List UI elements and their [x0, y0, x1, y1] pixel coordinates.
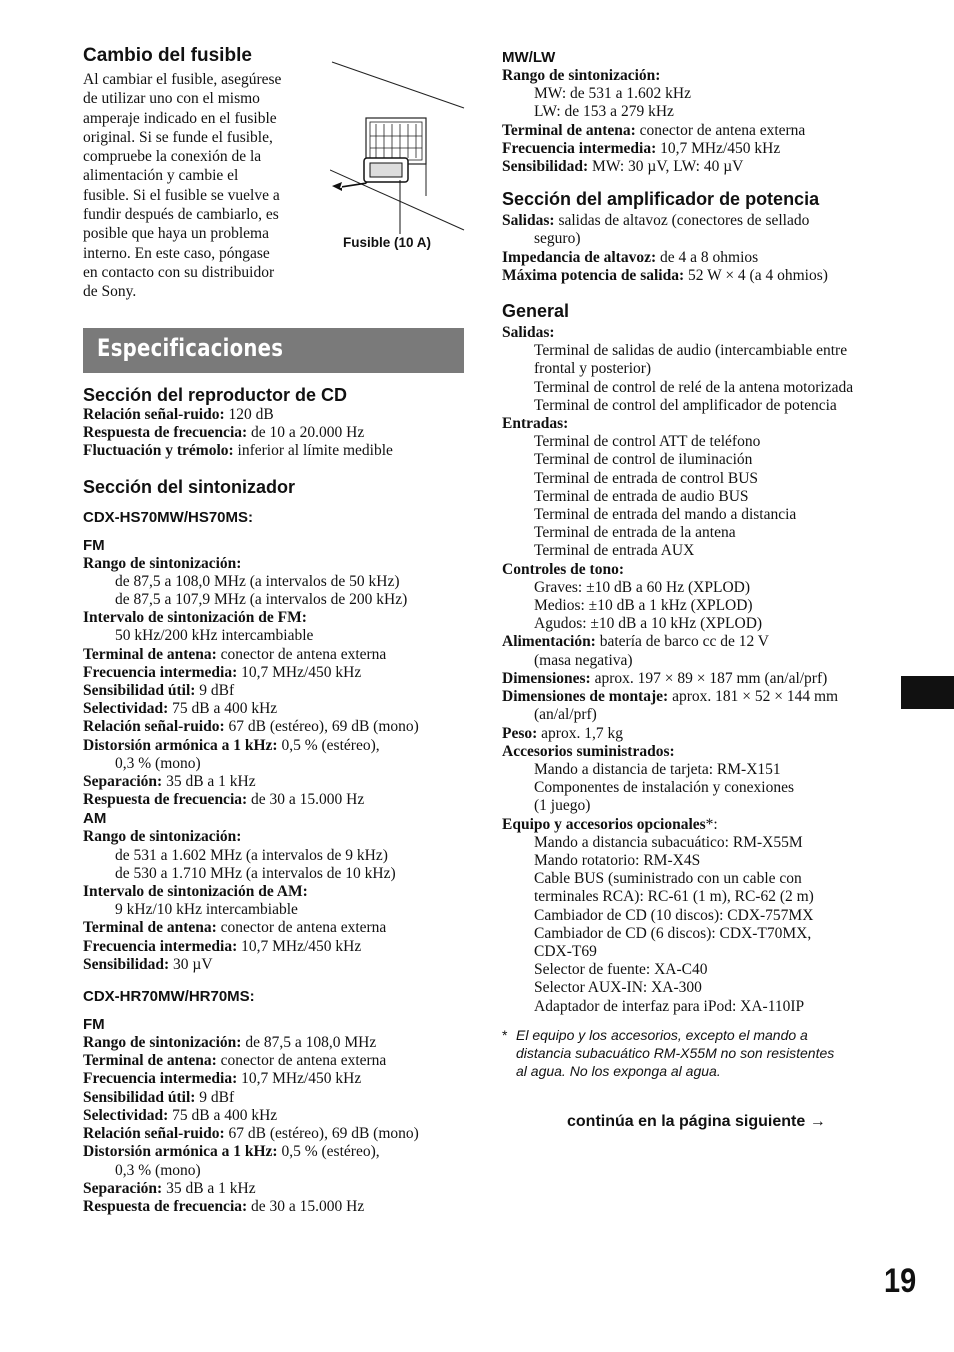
spec-value: 52 W × 4 (a 4 ohmios): [684, 266, 828, 284]
spec-label: Terminal de antena:: [83, 1052, 217, 1070]
spec-value: de 87,5 a 107,9 MHz (a intervalos de 200 kHz): [115, 591, 408, 609]
spec-label: Frecuencia intermedia:: [502, 139, 657, 157]
spec-row: [83, 406, 463, 424]
spec-value: Terminal de entrada de audio BUS: [534, 487, 749, 505]
spec-value: Mando rotatorio: RM-X4S: [534, 851, 701, 869]
fuse-illustration: [330, 58, 466, 258]
section-tab: [901, 676, 954, 709]
spec-label: Máxima potencia de salida:: [502, 266, 685, 284]
spec-value: Mando a distancia subacuático: RM-X55M: [534, 833, 803, 851]
spec-label: Separación:: [83, 1179, 163, 1197]
spec-label: Respuesta de frecuencia:: [83, 791, 248, 809]
spec-value: 10,7 MHz/450 kHz: [656, 139, 781, 157]
spec-label: Sensibilidad útil:: [83, 1088, 196, 1106]
fuse-line: compruebe la conexión de la: [83, 148, 262, 166]
am-band-heading: AM: [83, 810, 107, 828]
fm-band-heading: FM: [83, 536, 105, 554]
spec-value: aprox. 197 × 89 × 187 mm (an/al/prf): [590, 669, 828, 687]
spec-row: [83, 442, 463, 460]
spec-label: Alimentación:: [502, 633, 596, 651]
spec-value: aprox. 1,7 kg: [537, 724, 623, 742]
spec-label: Respuesta de frecuencia:: [83, 1197, 248, 1215]
fm-band-heading: FM: [83, 1016, 105, 1034]
model-heading: CDX-HR70MW/HR70MS:: [83, 988, 255, 1006]
spec-value: Terminal de control de iluminación: [534, 451, 753, 469]
spec-label: Rango de sintonización:: [502, 67, 661, 84]
spec-label: Rango de sintonización:: [83, 1034, 242, 1052]
spec-value: Mando a distancia de tarjeta: RM-X151: [534, 760, 781, 778]
spec-value: de 531 a 1.602 MHz (a intervalos de 9 kHz): [115, 846, 388, 864]
spec-value: de 87,5 a 108,0 MHz: [241, 1034, 377, 1052]
am1-specs: [83, 828, 463, 974]
spec-label: Frecuencia intermedia:: [83, 1070, 238, 1088]
spec-value: (masa negativa): [534, 651, 633, 669]
spec-value: MW: de 531 a 1.602 kHz: [534, 85, 691, 103]
spec-value: conector de antena externa: [216, 1052, 387, 1070]
footnote: [502, 1026, 902, 1081]
spec-value: 10,7 MHz/450 kHz: [237, 937, 362, 955]
spec-label: Impedancia de altavoz:: [502, 248, 657, 266]
spec-value: MW: 30 µV, LW: 40 µV: [588, 158, 744, 176]
spec-label: Fluctuación y trémolo:: [83, 442, 234, 460]
fuse-line: interno. En este caso, póngase: [83, 244, 270, 262]
fuse-paragraph: [83, 70, 315, 302]
spec-value: 0,5 % (estéreo),: [277, 1143, 380, 1161]
spec-value: de 4 a 8 ohmios: [656, 248, 759, 266]
spec-value: Cambiador de CD (10 discos): CDX-757MX: [534, 906, 814, 924]
fuse-caption: Fusible (10 A): [343, 235, 432, 250]
spec-value: batería de barco cc de 12 V: [595, 633, 770, 651]
mwlw-specs: [502, 67, 902, 176]
general-specs: [502, 324, 902, 1016]
spec-label: Equipo y accesorios opcionales: [502, 815, 706, 833]
spec-label: Sensibilidad:: [502, 158, 589, 176]
spec-row: [83, 424, 463, 442]
spec-value: de 10 a 20.000 Hz: [247, 424, 365, 442]
spec-label: Selectividad:: [83, 1106, 169, 1124]
spec-value: terminales RCA): RC-61 (1 m), RC-62 (2 m): [534, 888, 814, 906]
fuse-line: Al cambiar el fusible, asegúrese: [83, 71, 282, 88]
spec-label: Relación señal-ruido:: [83, 1125, 225, 1143]
spec-value: de 530 a 1.710 MHz (a intervalos de 10 kHz): [115, 864, 396, 882]
model-heading: CDX-HS70MW/HS70MS:: [83, 508, 254, 526]
fuse-line: posible que haya un problema: [83, 225, 269, 243]
footnote-line: al agua. No los exponga al agua.: [516, 1063, 721, 1080]
spec-value: conector de antena externa: [216, 645, 387, 663]
spec-label: Distorsión armónica a 1 kHz:: [83, 1143, 278, 1161]
fm1-specs: [83, 555, 463, 810]
fuse-line: en contacto con su distribuidor: [83, 263, 275, 281]
spec-value: Medios: ±10 dB a 1 kHz (XPLOD): [534, 597, 753, 615]
spec-value: conector de antena externa: [635, 121, 806, 139]
spec-label: Peso:: [502, 724, 538, 742]
tuner-heading: Sección del sintonizador: [83, 476, 296, 497]
amp-heading: Sección del amplificador de potencia: [502, 189, 820, 210]
spec-value: (1 juego): [534, 797, 591, 815]
spec-value: Terminal de entrada AUX: [534, 542, 695, 560]
spec-value: Graves: ±10 dB a 60 Hz (XPLOD): [534, 578, 750, 596]
spec-value: 9 kHz/10 kHz intercambiable: [115, 901, 298, 919]
spec-value: 0,3 % (mono): [115, 754, 201, 772]
spec-value: 35 dB a 1 kHz: [162, 773, 256, 791]
spec-value: LW: de 153 a 279 kHz: [534, 103, 674, 121]
continue-next-page: continúa en la página siguiente →: [567, 1113, 826, 1130]
spec-value: 75 dB a 400 kHz: [168, 700, 278, 718]
spec-label: Selectividad:: [83, 700, 169, 718]
spec-value: Agudos: ±10 dB a 10 kHz (XPLOD): [534, 615, 763, 633]
spec-value: Selector AUX-IN: XA-300: [534, 979, 702, 997]
spec-label: Separación:: [83, 773, 163, 791]
spec-label: Intervalo de sintonización de FM:: [83, 609, 307, 627]
spec-value: Terminal de control de relé de la antena motorizada: [534, 378, 854, 396]
footnote-line: El equipo y los accesorios, excepto el mando a: [516, 1026, 808, 1043]
spec-value: 67 dB (estéreo), 69 dB (mono): [224, 1125, 419, 1143]
spec-value: 35 dB a 1 kHz: [162, 1179, 256, 1197]
spec-label: Relación señal-ruido:: [83, 718, 225, 736]
fuse-heading: Cambio del fusible: [83, 45, 252, 66]
spec-value: de 87,5 a 108,0 MHz (a intervalos de 50 kHz): [115, 572, 400, 590]
spec-value: de 30 a 15.000 Hz: [247, 1197, 365, 1215]
spec-value: seguro): [534, 230, 581, 248]
spec-label: Rango de sintonización:: [83, 828, 242, 846]
footnote-ref: *:: [705, 815, 718, 833]
cd-heading: Sección del reproductor de CD: [83, 385, 348, 405]
spec-value: 30 µV: [169, 955, 213, 973]
spec-label: Terminal de antena:: [83, 645, 217, 663]
spec-value: Selector de fuente: XA-C40: [534, 961, 708, 979]
page-number: 19: [884, 1262, 917, 1300]
mwlw-band-heading: MW/LW: [502, 49, 556, 66]
spec-value: 9 dBf: [195, 682, 235, 700]
spec-value: frontal y posterior): [534, 360, 652, 378]
spec-value: Terminal de control ATT de teléfono: [534, 433, 761, 451]
spec-value: Componentes de instalación y conexiones: [534, 779, 794, 797]
spec-value: 0,3 % (mono): [115, 1161, 201, 1179]
spec-value: Cable BUS (suministrado con un cable con: [534, 870, 802, 888]
spec-value: salidas de altavoz (conectores de sellado: [554, 212, 810, 230]
spec-label: Intervalo de sintonización de AM:: [83, 883, 308, 901]
spec-value: Terminal de entrada de la antena: [534, 524, 736, 542]
footnote-line: distancia subacuático RM-X55M no son resistentes: [516, 1044, 835, 1061]
spec-value: 67 dB (estéreo), 69 dB (mono): [224, 718, 419, 736]
general-heading: General: [502, 301, 570, 322]
spec-label: Terminal de antena:: [83, 919, 217, 937]
left-specs: [83, 384, 463, 1216]
right-column: [502, 48, 902, 1080]
spec-value: Terminal de salidas de audio (intercambiable entre: [534, 342, 848, 360]
fuse-line: fusible. Si el fusible se vuelve a: [83, 186, 280, 204]
spec-value: aprox. 181 × 52 × 144 mm: [668, 688, 839, 706]
cd-specs: [83, 406, 463, 461]
spec-value: Terminal de entrada de control BUS: [534, 469, 759, 487]
spec-label: Rango de sintonización:: [83, 554, 242, 572]
spec-label: Relación señal-ruido:: [83, 406, 225, 423]
amp-specs: [502, 212, 902, 285]
specifications-title: Especificaciones: [97, 334, 284, 362]
spec-label: Distorsión armónica a 1 kHz:: [83, 736, 278, 754]
spec-value: inferior al límite medible: [233, 442, 393, 460]
spec-value: (an/al/prf): [534, 706, 597, 724]
fuse-line: alimentación y cambie el: [83, 167, 239, 185]
spec-label: Controles de tono:: [502, 560, 624, 578]
spec-label: Salidas:: [502, 212, 555, 230]
spec-value: conector de antena externa: [216, 919, 387, 937]
spec-label: Sensibilidad útil:: [83, 682, 196, 700]
spec-value: Terminal de entrada del mando a distancia: [534, 506, 797, 524]
spec-label: Dimensiones de montaje:: [502, 688, 669, 706]
spec-value: Terminal de control del amplificador de potencia: [534, 396, 837, 414]
fuse-line: original. Si se funde el fusible,: [83, 128, 273, 146]
spec-label: Accesorios suministrados:: [502, 742, 675, 760]
spec-value: 50 kHz/200 kHz intercambiable: [115, 627, 314, 645]
spec-value: 120 dB: [224, 406, 274, 423]
spec-value: 10,7 MHz/450 kHz: [237, 1070, 362, 1088]
spec-value: Cambiador de CD (6 discos): CDX-T70MX,: [534, 924, 812, 942]
spec-label: Salidas:: [502, 324, 555, 342]
spec-value: Adaptador de interfaz para iPod: XA-110IP: [534, 997, 805, 1015]
spec-value: 10,7 MHz/450 kHz: [237, 663, 362, 681]
spec-value: 75 dB a 400 kHz: [168, 1106, 278, 1124]
spec-value: 0,5 % (estéreo),: [277, 736, 380, 754]
fuse-line: de utilizar uno con el mismo: [83, 90, 260, 108]
fuse-line: amperaje indicado en el fusible: [83, 109, 277, 127]
fuse-line: fundir después de cambiarlo, es: [83, 206, 279, 224]
spec-label: Frecuencia intermedia:: [83, 937, 238, 955]
spec-label: Terminal de antena:: [502, 121, 636, 139]
spec-label: Frecuencia intermedia:: [83, 663, 238, 681]
spec-label: Respuesta de frecuencia:: [83, 424, 248, 442]
spec-value: CDX-T69: [534, 942, 597, 960]
spec-label: Entradas:: [502, 415, 569, 433]
footnote-mark: *: [502, 1026, 508, 1043]
spec-label: Sensibilidad:: [83, 955, 170, 973]
spec-label: Dimensiones:: [502, 669, 591, 687]
fuse-line: de Sony.: [83, 283, 137, 301]
spec-value: 9 dBf: [195, 1088, 235, 1106]
fm2-specs: [83, 1034, 463, 1216]
specifications-banner: [83, 328, 464, 373]
spec-value: de 30 a 15.000 Hz: [247, 791, 365, 809]
